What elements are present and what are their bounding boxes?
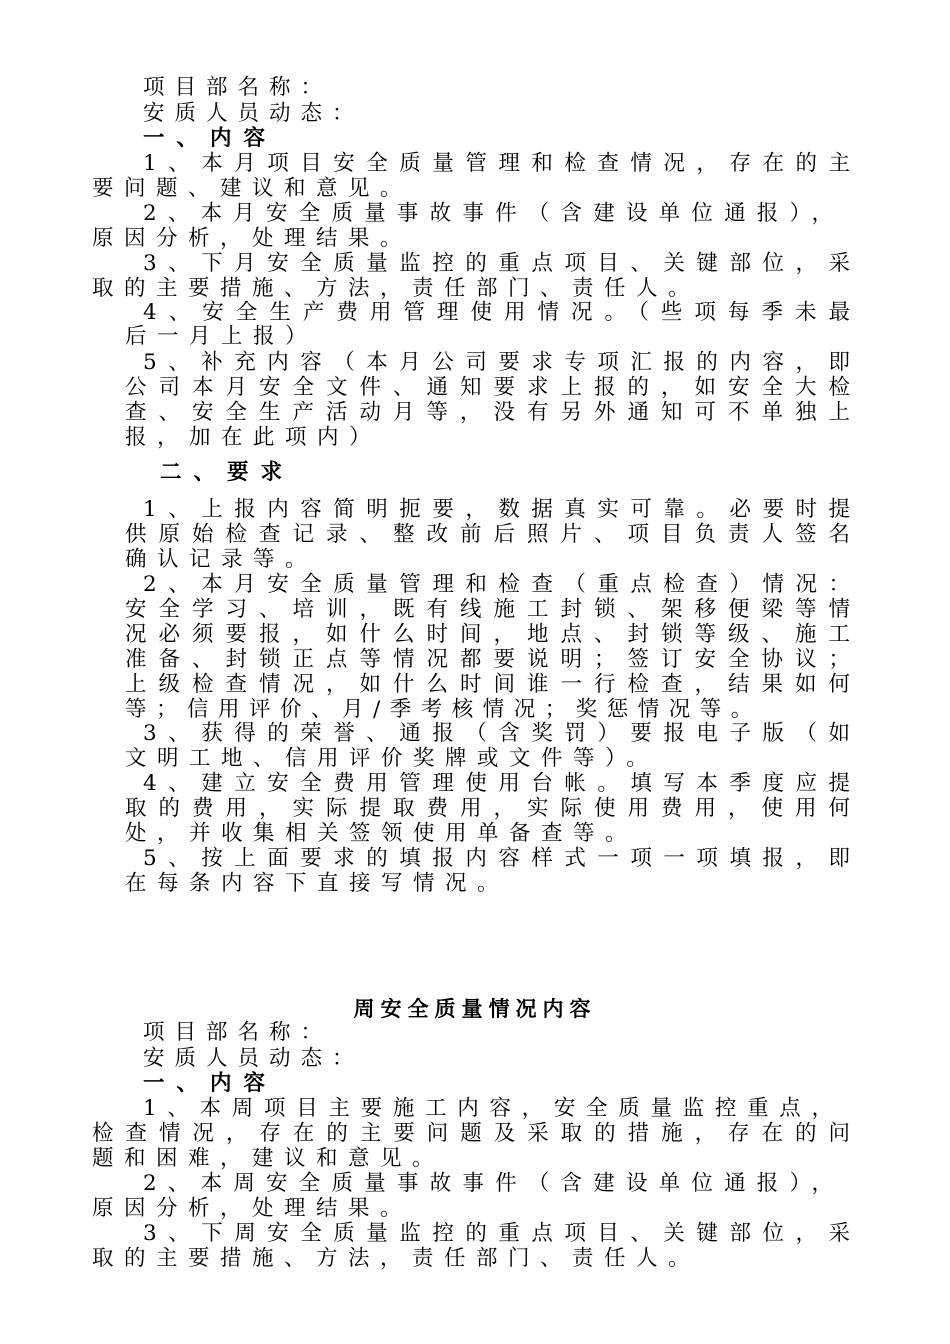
content-item-5-line-2: 公司本月安全文件、通知要求上报的，如安全大检 bbox=[125, 375, 850, 400]
requirement-4-line-2: 取的费用，实际提取费用，实际使用费用，使用何 bbox=[125, 796, 850, 821]
requirement-4-line-3: 处，并收集相关签领使用单备查等。 bbox=[125, 821, 638, 846]
section-heading-content: 一、内容 bbox=[143, 126, 278, 151]
weekly-item-2-line-1: 2、本周安全质量事故事件（含建设单位通报）， bbox=[143, 1171, 833, 1196]
requirement-1-line-1: 1、上报内容简明扼要，数据真实可靠。必要时提 bbox=[143, 497, 850, 522]
weekly-item-2-line-2: 原因分析，处理结果。 bbox=[92, 1196, 413, 1221]
content-item-4-line-2: 后一月上报） bbox=[125, 324, 318, 349]
content-item-1-line-2: 要问题、建议和意见。 bbox=[92, 176, 413, 201]
content-item-1-line-1: 1、本月项目安全质量管理和检查情况，存在的主 bbox=[143, 151, 850, 176]
weekly-section-title: 周安全质量情况内容 bbox=[353, 997, 597, 1021]
weekly-item-1-line-2: 检查情况，存在的主要问题及采取的措施，存在的问 bbox=[92, 1121, 850, 1146]
content-item-5-line-3: 查、安全生产活动月等，没有另外通知可不单独上 bbox=[125, 400, 850, 425]
requirement-2-line-5: 上级检查情况，如什么时间谁一行检查，结果如何 bbox=[125, 672, 850, 697]
content-item-3-line-1: 3、下月安全质量监控的重点项目、关键部位，采 bbox=[143, 251, 850, 276]
content-item-3-line-2: 取的主要措施、方法，责任部门、责任人。 bbox=[92, 276, 701, 301]
requirement-3-line-1: 3、获得的荣誉、通报（含奖罚）要报电子版（如 bbox=[143, 721, 850, 746]
weekly-item-1-line-3: 题和困难，建议和意见。 bbox=[92, 1146, 445, 1171]
requirement-2-line-2: 安全学习、培训，既有线施工封锁、架移便梁等情 bbox=[125, 597, 850, 622]
requirement-1-line-2: 供原始检查记录、整改前后照片、项目负责人签名 bbox=[125, 522, 850, 547]
section-heading-requirements: 二、要求 bbox=[160, 460, 295, 485]
requirement-3-line-2: 文明工地、信用评价奖牌或文件等）。 bbox=[125, 746, 659, 771]
requirement-2-line-1: 2、本月安全质量管理和检查（重点检查）情况： bbox=[143, 572, 850, 597]
requirement-5-line-1: 5、按上面要求的填报内容样式一项一项填报，即 bbox=[143, 846, 850, 871]
content-item-2-line-2: 原因分析，处理结果。 bbox=[92, 226, 413, 251]
requirement-2-line-4: 准备、封锁正点等情况都要说明；签订安全协议； bbox=[125, 647, 850, 672]
staff-dynamics-label: 安质人员动态： bbox=[143, 101, 364, 126]
requirement-2-line-6: 等；信用评价、月/季考核情况；奖惩情况等。 bbox=[125, 697, 762, 722]
requirement-1-line-3: 确认记录等。 bbox=[125, 547, 318, 572]
requirement-4-line-1: 4、建立安全费用管理使用台帐。填写本季度应提 bbox=[143, 771, 850, 796]
requirement-5-line-2: 在每条内容下直接写情况。 bbox=[125, 871, 510, 896]
content-item-4-line-1: 4、安全生产费用管理使用情况。（些项每季未最 bbox=[143, 300, 850, 325]
content-item-5-line-1: 5、补充内容（本月公司要求专项汇报的内容，即 bbox=[143, 350, 850, 375]
weekly-item-3-line-1: 3、下周安全质量监控的重点项目、关键部位，采 bbox=[143, 1221, 850, 1246]
weekly-item-1-line-1: 1、本周项目主要施工内容，安全质量监控重点， bbox=[143, 1096, 833, 1121]
weekly-item-3-line-2: 取的主要措施、方法，责任部门、责任人。 bbox=[92, 1246, 701, 1271]
content-item-2-line-1: 2、本月安全质量事故事件（含建设单位通报）， bbox=[143, 201, 833, 226]
requirement-2-line-3: 况必须要报，如什么时间，地点、封锁等级、施工 bbox=[125, 622, 850, 647]
content-item-5-line-4: 报，加在此项内） bbox=[125, 425, 382, 450]
project-name-label: 项目部名称： bbox=[143, 75, 333, 100]
weekly-project-name-label: 项目部名称： bbox=[143, 1020, 333, 1045]
weekly-staff-dynamics-label: 安质人员动态： bbox=[143, 1046, 364, 1071]
weekly-section-heading-content: 一、内容 bbox=[143, 1071, 278, 1096]
